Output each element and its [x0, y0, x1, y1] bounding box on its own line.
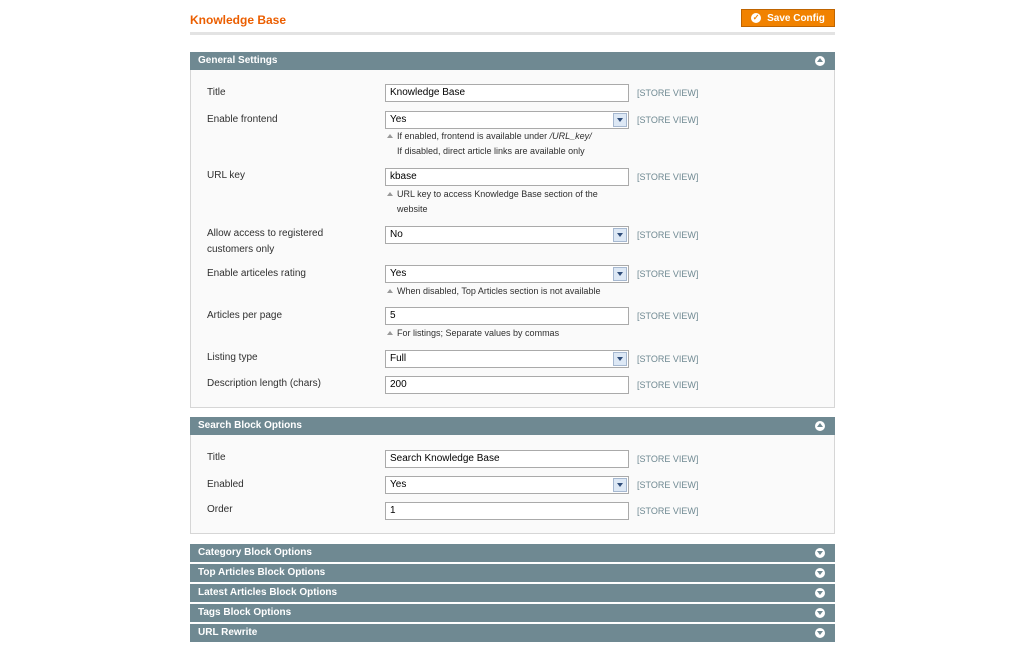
field-note — [387, 284, 627, 299]
title-input[interactable]: Knowledge Base — [385, 84, 629, 102]
section-title: General Settings — [198, 55, 278, 66]
scope-label: [STORE VIEW] — [637, 480, 699, 490]
section-top-articles-header[interactable] — [190, 564, 835, 582]
label-line: Allow access to registered — [207, 228, 324, 239]
section-search-block-header[interactable] — [190, 417, 835, 435]
checkmark-icon: ✓ — [752, 13, 760, 22]
field-note — [387, 326, 627, 341]
section-title: Category Block Options — [198, 547, 312, 558]
selected-value: Yes — [390, 479, 407, 490]
note-text: When disabled, Top Articles section is not available — [397, 286, 601, 296]
note-text: If enabled, frontend is available under — [397, 131, 550, 141]
scope-label: [STORE VIEW] — [637, 269, 699, 279]
field-label-rating: Enable articeles rating — [207, 268, 306, 279]
save-config-button[interactable] — [741, 9, 835, 27]
note-text: For listings; Separate values by commas — [397, 328, 560, 338]
scope-label: [STORE VIEW] — [637, 172, 699, 182]
note-arrow-icon — [387, 134, 393, 138]
field-label-title: Title — [207, 87, 226, 98]
chevron-down-icon[interactable] — [613, 267, 627, 281]
rating-select[interactable] — [385, 265, 629, 283]
page-title: Knowledge Base — [190, 13, 287, 27]
expand-down-icon[interactable] — [815, 608, 825, 618]
note-text: website — [397, 204, 428, 214]
section-title: Latest Articles Block Options — [198, 587, 338, 598]
chevron-down-icon[interactable] — [613, 478, 627, 492]
expand-down-icon[interactable] — [815, 628, 825, 638]
selected-value: Yes — [390, 268, 407, 279]
scope-label: [STORE VIEW] — [637, 380, 699, 390]
field-label-description-length: Description length (chars) — [207, 378, 321, 389]
section-url-rewrite-header[interactable] — [190, 624, 835, 642]
scope-label: [STORE VIEW] — [637, 354, 699, 364]
collapse-up-icon[interactable] — [815, 421, 825, 431]
note-text: URL key to access Knowledge Base section of the — [397, 189, 598, 199]
chevron-down-icon[interactable] — [613, 228, 627, 242]
collapse-up-icon[interactable] — [815, 56, 825, 66]
field-label-url-key: URL key — [207, 170, 245, 181]
field-label-listing-type: Listing type — [207, 352, 258, 363]
field-label-search-order: Order — [207, 504, 233, 515]
search-order-input[interactable]: 1 — [385, 502, 629, 520]
note-text: If disabled, direct article links are available only — [397, 146, 585, 156]
section-title: URL Rewrite — [198, 627, 258, 638]
scope-label: [STORE VIEW] — [637, 311, 699, 321]
expand-down-icon[interactable] — [815, 568, 825, 578]
section-tags-block-header[interactable] — [190, 604, 835, 622]
section-title: Tags Block Options — [198, 607, 292, 618]
description-length-input[interactable]: 200 — [385, 376, 629, 394]
scope-label: [STORE VIEW] — [637, 230, 699, 240]
section-latest-articles-header[interactable] — [190, 584, 835, 602]
field-label-per-page: Articles per page — [207, 310, 283, 321]
expand-down-icon[interactable] — [815, 588, 825, 598]
url-key-input[interactable]: kbase — [385, 168, 629, 186]
field-label-search-enabled: Enabled — [207, 479, 244, 490]
selected-value: Yes — [390, 114, 407, 125]
field-note — [387, 187, 627, 217]
field-label-allow-access — [207, 226, 323, 258]
selected-value: No — [390, 229, 403, 240]
search-enabled-select[interactable] — [385, 476, 629, 494]
section-category-block-header[interactable] — [190, 544, 835, 562]
enable-frontend-select[interactable] — [385, 111, 629, 129]
note-url-key: /URL_key/ — [549, 131, 592, 141]
per-page-input[interactable]: 5 — [385, 307, 629, 325]
title-divider — [190, 32, 835, 35]
listing-type-select[interactable] — [385, 350, 629, 368]
section-title: Search Block Options — [198, 420, 302, 431]
note-arrow-icon — [387, 331, 393, 335]
note-arrow-icon — [387, 192, 393, 196]
field-note — [387, 129, 627, 159]
expand-down-icon[interactable] — [815, 548, 825, 558]
scope-label: [STORE VIEW] — [637, 115, 699, 125]
field-label-search-title: Title — [207, 452, 226, 463]
section-title: Top Articles Block Options — [198, 567, 326, 578]
search-title-input[interactable]: Search Knowledge Base — [385, 450, 629, 468]
allow-access-select[interactable] — [385, 226, 629, 244]
chevron-down-icon[interactable] — [613, 113, 627, 127]
note-arrow-icon — [387, 289, 393, 293]
scope-label: [STORE VIEW] — [637, 454, 699, 464]
field-label-enable-frontend: Enable frontend — [207, 114, 278, 125]
selected-value: Full — [390, 353, 407, 364]
section-general-settings-header[interactable] — [190, 52, 835, 70]
save-config-label: Save Config — [767, 12, 825, 24]
label-line: customers only — [207, 244, 275, 255]
chevron-down-icon[interactable] — [613, 352, 627, 366]
scope-label: [STORE VIEW] — [637, 88, 699, 98]
scope-label: [STORE VIEW] — [637, 506, 699, 516]
